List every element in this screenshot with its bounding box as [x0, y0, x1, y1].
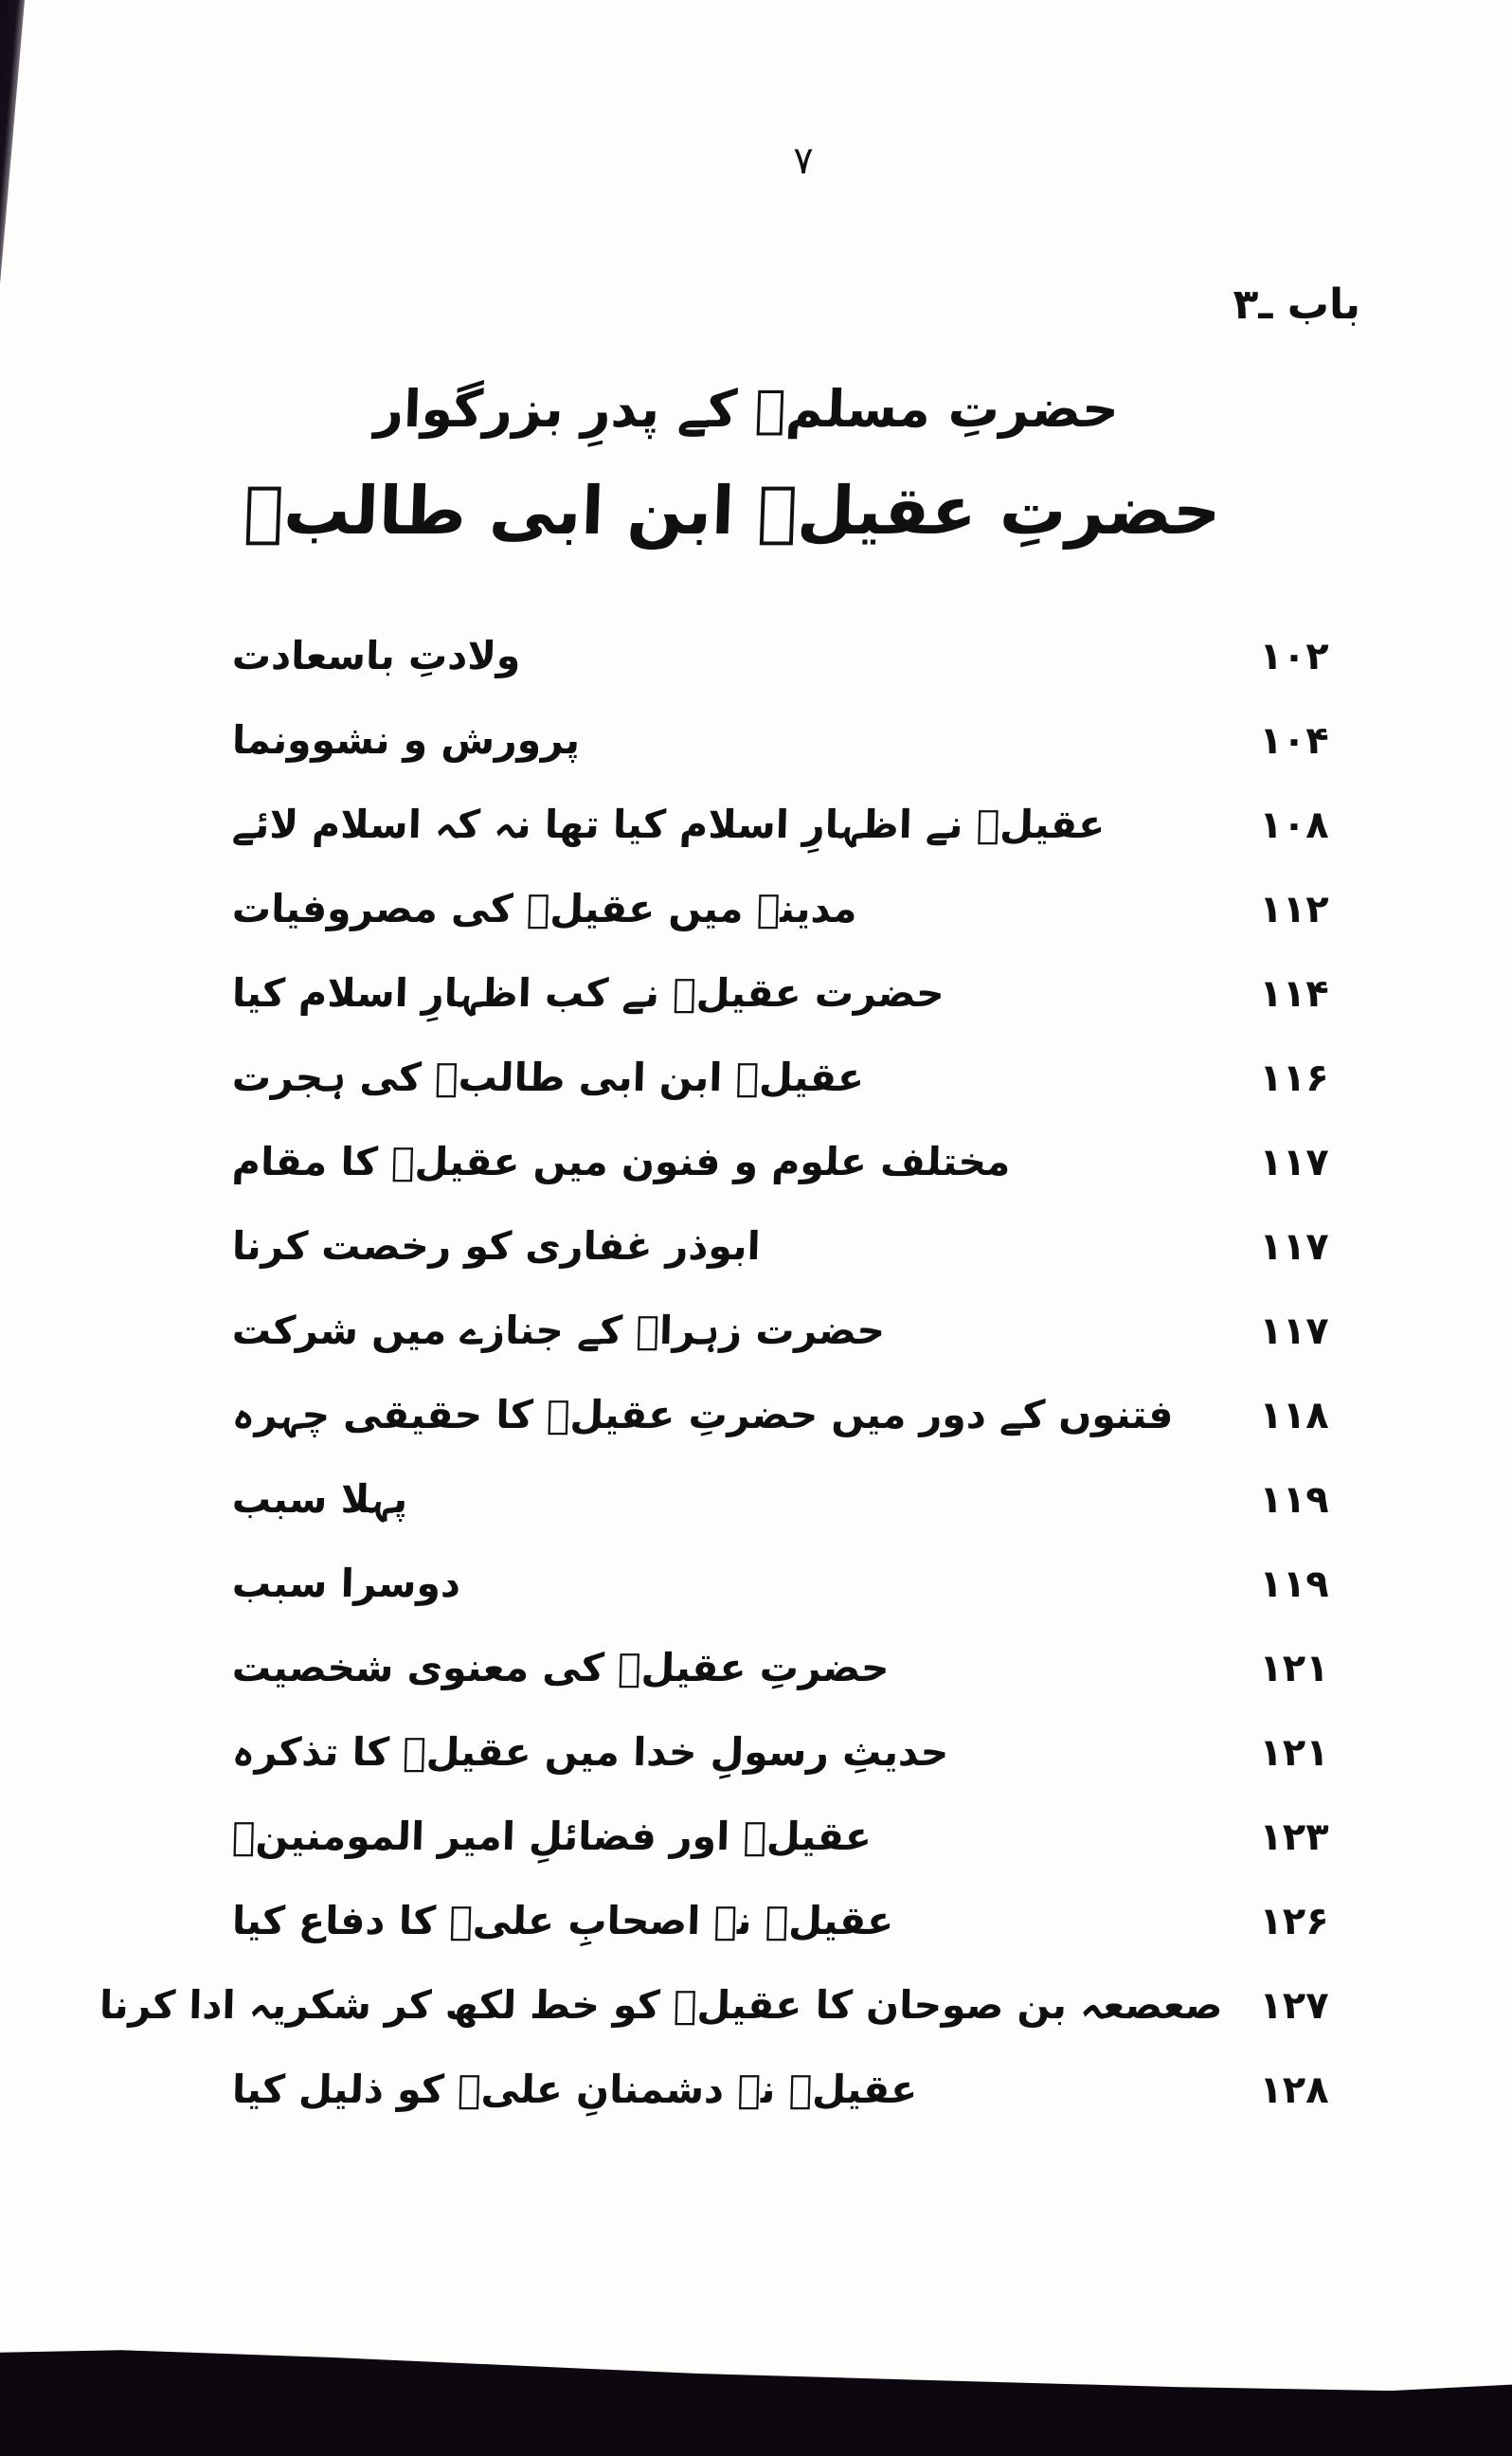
toc-entry-title: عقیلؑ نے اظہارِ اسلام کیا تھا نہ کہ اسلام لائے [231, 802, 1106, 847]
toc-entry [231, 1055, 1365, 1143]
toc-entry [231, 1814, 1365, 1902]
toc-entry-page-number: ۱۱۷ [1259, 1141, 1329, 1184]
toc-entry [231, 1645, 1365, 1733]
toc-entry-page-number: ۱۱۹ [1259, 1562, 1329, 1606]
toc-entry-page-number: ۱۱۴ [1259, 972, 1329, 1016]
toc-entry-title: مدینے میں عقیلؑ کی مصروفیات [231, 886, 858, 931]
toc-entry-page-number: ۱۱۲ [1259, 888, 1329, 931]
toc-entry-page-number: ۱۲۱ [1259, 1731, 1329, 1775]
toc-entry-page-number: ۱۰۴ [1259, 719, 1329, 763]
toc-entry-page-number: ۱۱۷ [1259, 1225, 1329, 1269]
chapter-main-title: حضرتِ عقیلؑ ابن ابی طالبؑ [243, 472, 1222, 550]
toc-entry [231, 1308, 1365, 1396]
toc-entry-title: عقیلؑ ابن ابی طالبؑ کی ہجرت [231, 1055, 865, 1100]
toc-entry [231, 717, 1365, 805]
toc-entry [231, 802, 1365, 890]
toc-entry-page-number: ۱۱۹ [1259, 1478, 1329, 1522]
toc-entry-title: عقیلؑ نے دشمنانِ علیؑ کو ذلیل کیا [231, 2067, 918, 2112]
toc-entry [231, 1476, 1365, 1564]
scan-edge-artifact-bottom [0, 2333, 1512, 2456]
toc-entry-title: حضرت عقیلؑ نے کب اظہارِ اسلام کیا [231, 970, 945, 1016]
toc-entry-title: پہلا سبب [231, 1476, 408, 1522]
toc-entry-title: حضرت زہراؑ کے جنازے میں شرکت [231, 1308, 886, 1353]
toc-entry [231, 2067, 1365, 2155]
toc-entry-page-number: ۱۲۷ [1259, 1984, 1329, 2028]
toc-entry [231, 633, 1365, 721]
toc-entry-page-number: ۱۱۶ [1259, 1056, 1329, 1100]
toc-entry-page-number: ۱۲۳ [1259, 1815, 1329, 1859]
toc-entry-page-number: ۱۰۸ [1259, 804, 1329, 847]
toc-entry [231, 1898, 1365, 1986]
table-of-contents [0, 633, 1512, 2155]
toc-entry [231, 886, 1365, 974]
toc-entry-page-number: ۱۱۷ [1259, 1309, 1329, 1353]
toc-entry-title: حدیثِ رسولِ خدا میں عقیلؑ کا تذکرہ [231, 1729, 949, 1775]
toc-entry-title: دوسرا سبب [231, 1561, 461, 1606]
chapter-subtitle: حضرتِ مسلمؑ کے پدرِ بزرگوار [373, 379, 1120, 439]
toc-entry-title: مختلف علوم و فنون میں عقیلؑ کا مقام [231, 1139, 1012, 1184]
toc-entry-title: حضرتِ عقیلؑ کی معنوی شخصیت [231, 1645, 891, 1690]
toc-entry [231, 970, 1365, 1058]
toc-entry-title: عقیلؑ اور فضائلِ امیر المومنینؑ [231, 1814, 873, 1859]
toc-entry [231, 1729, 1365, 1817]
scan-edge-artifact-left [0, 0, 25, 284]
chapter-label: باب ـ۳ [1233, 280, 1360, 329]
toc-entry [99, 1982, 1365, 2070]
toc-entry [231, 1223, 1365, 1311]
toc-entry [231, 1139, 1365, 1227]
toc-entry-title: ابوذر غفاری کو رخصت کرنا [231, 1223, 762, 1269]
toc-entry-page-number: ۱۲۸ [1259, 2068, 1329, 2112]
toc-entry-title: ولادتِ باسعادت [231, 633, 522, 678]
toc-entry-title: صعصعہ بن صوحان کا عقیلؑ کو خط لکھ کر شکریہ ادا کرنا [99, 1982, 1224, 2028]
toc-entry-title: پرورش و نشوونما [231, 717, 581, 763]
toc-entry [231, 1561, 1365, 1649]
toc-entry-title: عقیلؑ نے اصحابِ علیؑ کا دفاع کیا [231, 1898, 894, 1943]
toc-entry-title: فتنوں کے دور میں حضرتِ عقیلؑ کا حقیقی چہرہ [231, 1392, 1175, 1437]
toc-entry-page-number: ۱۱۸ [1259, 1394, 1329, 1437]
toc-entry-page-number: ۱۲۱ [1259, 1647, 1329, 1690]
toc-entry-page-number: ۱۲۶ [1259, 1900, 1329, 1943]
page-folio-number: ۷ [793, 139, 814, 183]
toc-entry [231, 1392, 1365, 1480]
toc-entry-page-number: ۱۰۲ [1259, 635, 1329, 678]
